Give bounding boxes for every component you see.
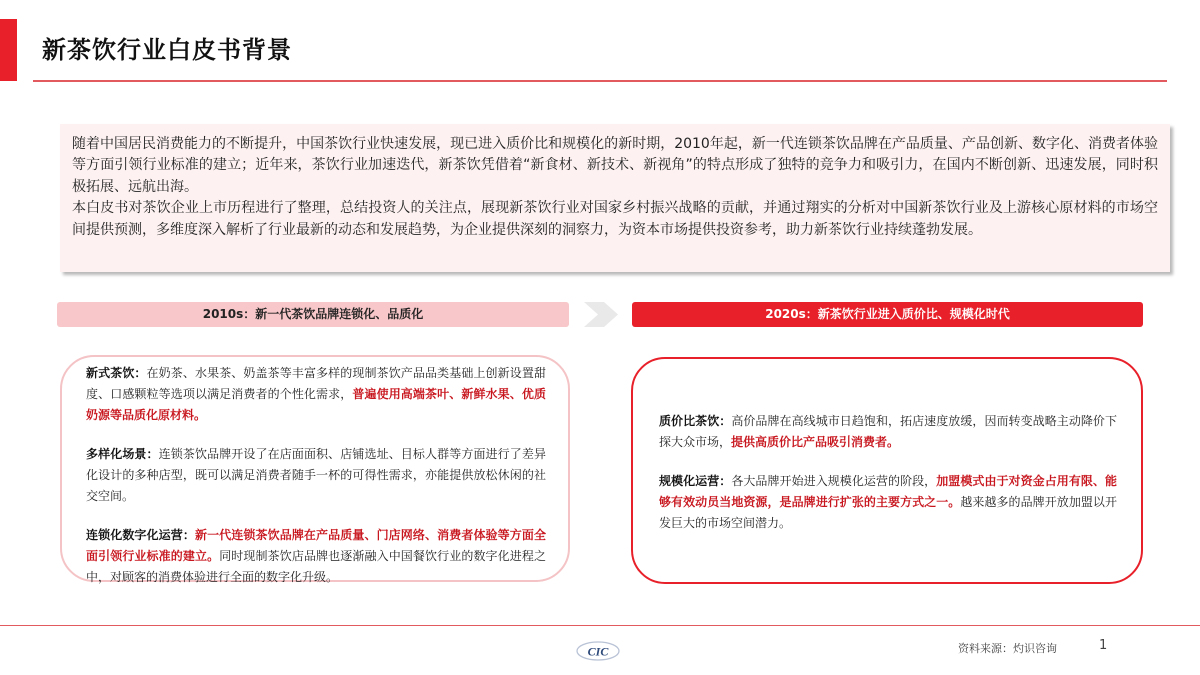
item-highlight: 普遍使用高端茶叶、新鲜水果、优质奶源等品质化原材料。 [86,387,546,422]
chevron-right-icon [584,302,618,327]
item-text: 各大品牌开始进入规模化运营的阶段， [731,474,937,488]
page-number: 1 [1099,638,1108,653]
footer-divider [0,625,1200,626]
card-item-diverse-scenes [86,444,546,507]
card-item-new-style-tea [86,363,546,426]
item-text: 同时现制茶饮店品牌也逐渐融入中国餐饮行业的数字化进程之中，对顾客的消费体验进行全面的数字化升级。 [86,549,546,584]
title-divider [33,80,1167,82]
item-label: 多样化场景： [86,447,159,461]
item-highlight: 加盟模式由于对资金占用有限、能够有效动员当地资源，是品牌进行扩张的主要方式之一。 [659,474,1117,509]
card-2020s [631,357,1143,584]
intro-paragraph-2: 本白皮书对茶饮企业上市历程进行了整理，总结投资人的关注点，展现新茶饮行业对国家乡村振兴战略的贡献，并通过翔实的分析对中国新茶饮行业及上游核心原材料的市场空间提供预测，多维度深入解析了行业最新的动态和发展趋势，为企业提供深刻的洞察力，为资本市场提供投资参考，助力新茶饮行业持续蓬勃发展。 [72,200,1158,238]
intro-paragraph-1: 随着中国居民消费能力的不断提升，中国茶饮行业快速发展，现已进入质价比和规模化的新时期，2010年起，新一代连锁茶饮品牌在产品质量、产品创新、数字化、消费者体验等方面引领行业标准的建立；近年来，茶饮行业加速迭代，新茶饮凭借着“新食材、新技术、新视角”的特点形成了独特的竞争力和吸引力，在国内不断创新、迅速发展，同时积极拓展、远航出海。 [72,136,1158,195]
card-item-value-tea [659,411,1117,453]
banner-2010s: 2010s：新一代茶饮品牌连锁化、品质化 [57,302,569,327]
intro-text-box [60,124,1170,272]
item-text-tail: 越来越多的品牌开放加盟以开发巨大的市场空间潜力。 [659,495,1117,530]
item-text: 高价品牌在高线城市日趋饱和，拓店速度放缓，因而转变战略主动降价下探大众市场， [659,414,1117,449]
card-item-chain-digital-ops [86,525,546,588]
banner-2020s: 2020s：新茶饮行业进入质价比、规模化时代 [632,302,1143,327]
page-title: 新茶饮行业白皮书背景 [42,35,292,64]
cic-logo [575,640,621,662]
card-item-scaled-ops [659,471,1117,534]
item-label: 规模化运营： [659,474,732,488]
svg-text:CIC: CIC [587,644,609,659]
item-text: 连锁茶饮品牌开设了在店面面积、店铺选址、目标人群等方面进行了差异化设计的多种店型，既可以满足消费者随手一杯的可得性需求，亦能提供放松休闲的社交空间。 [86,447,546,503]
item-highlight: 提供高质价比产品吸引消费者。 [731,435,900,449]
item-highlight: 新一代连锁茶饮品牌在产品质量、门店网络、消费者体验等方面全面引领行业标准的建立。 [86,528,546,563]
source-note: 资料来源：灼识咨询 [958,642,1057,655]
item-text: 在奶茶、水果茶、奶盖茶等丰富多样的现制茶饮产品品类基础上创新设置甜度、口感颗粒等选项以满足消费者的个性化需求， [86,366,546,401]
title-accent-bar [0,19,17,81]
item-label: 新式茶饮： [86,366,147,380]
card-2010s [60,355,570,582]
item-label: 质价比茶饮： [659,414,732,428]
item-label: 连锁化数字化运营： [86,528,195,542]
